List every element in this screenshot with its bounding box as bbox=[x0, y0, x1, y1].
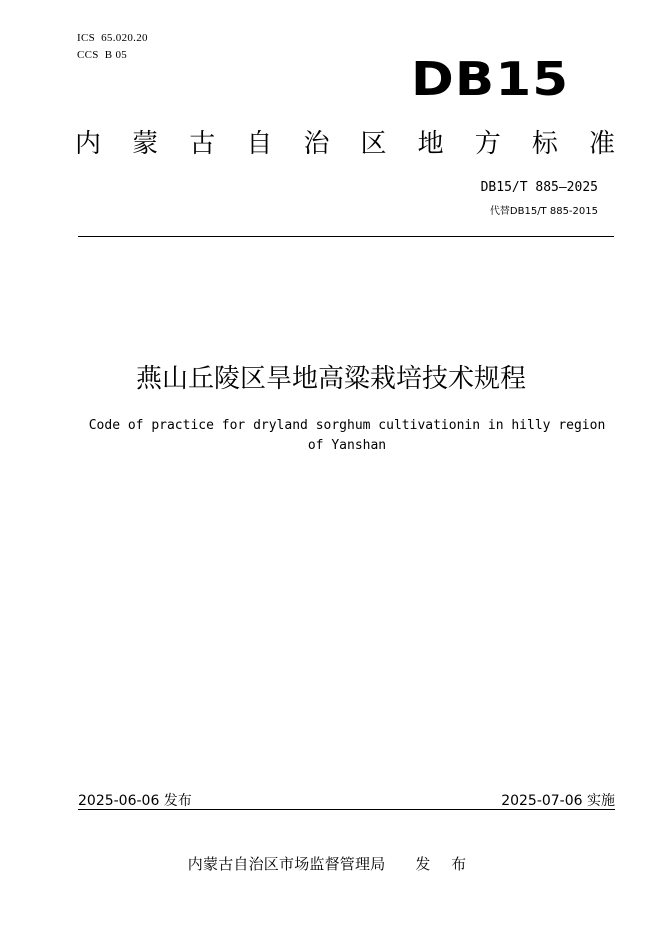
issue-date: 2025-06-06 发布 bbox=[78, 793, 192, 809]
ccs-code: CCS B 05 bbox=[77, 49, 128, 61]
standard-number: DB15/T 885—2025 bbox=[480, 180, 598, 195]
standard-type-char: 自 bbox=[246, 129, 273, 159]
ics-code: ICS 65.020.20 bbox=[77, 32, 148, 44]
standard-type bbox=[75, 123, 615, 160]
document-title-english bbox=[80, 416, 614, 456]
english-title-line: Code of practice for dryland sorghum cultivationin in hilly region bbox=[88, 418, 606, 433]
standard-type-char: 方 bbox=[474, 129, 501, 159]
footer-divider bbox=[78, 809, 615, 810]
issuer bbox=[0, 853, 662, 874]
standard-type-char: 准 bbox=[588, 129, 615, 159]
standard-type-char: 蒙 bbox=[132, 129, 159, 159]
standard-type-char: 古 bbox=[189, 129, 216, 159]
standard-type-char: 治 bbox=[303, 129, 330, 159]
standard-logo: DB15 bbox=[410, 52, 569, 106]
standard-type-char: 内 bbox=[75, 129, 102, 159]
standard-type-char: 地 bbox=[417, 129, 444, 159]
issuer-action: 发 布 bbox=[415, 855, 475, 873]
document-title-chinese: 燕山丘陵区旱地高粱栽培技术规程 bbox=[135, 364, 526, 394]
english-title-line: of Yanshan bbox=[307, 438, 387, 453]
implementation-date: 2025-07-06 实施 bbox=[501, 793, 615, 809]
standard-type-char: 标 bbox=[531, 129, 558, 159]
standard-type-char: 区 bbox=[360, 129, 387, 159]
replaces-standard: 代替DB15/T 885-2015 bbox=[489, 206, 598, 217]
issuer-name: 内蒙古自治区市场监督管理局 bbox=[187, 855, 386, 873]
header-divider bbox=[78, 236, 614, 237]
